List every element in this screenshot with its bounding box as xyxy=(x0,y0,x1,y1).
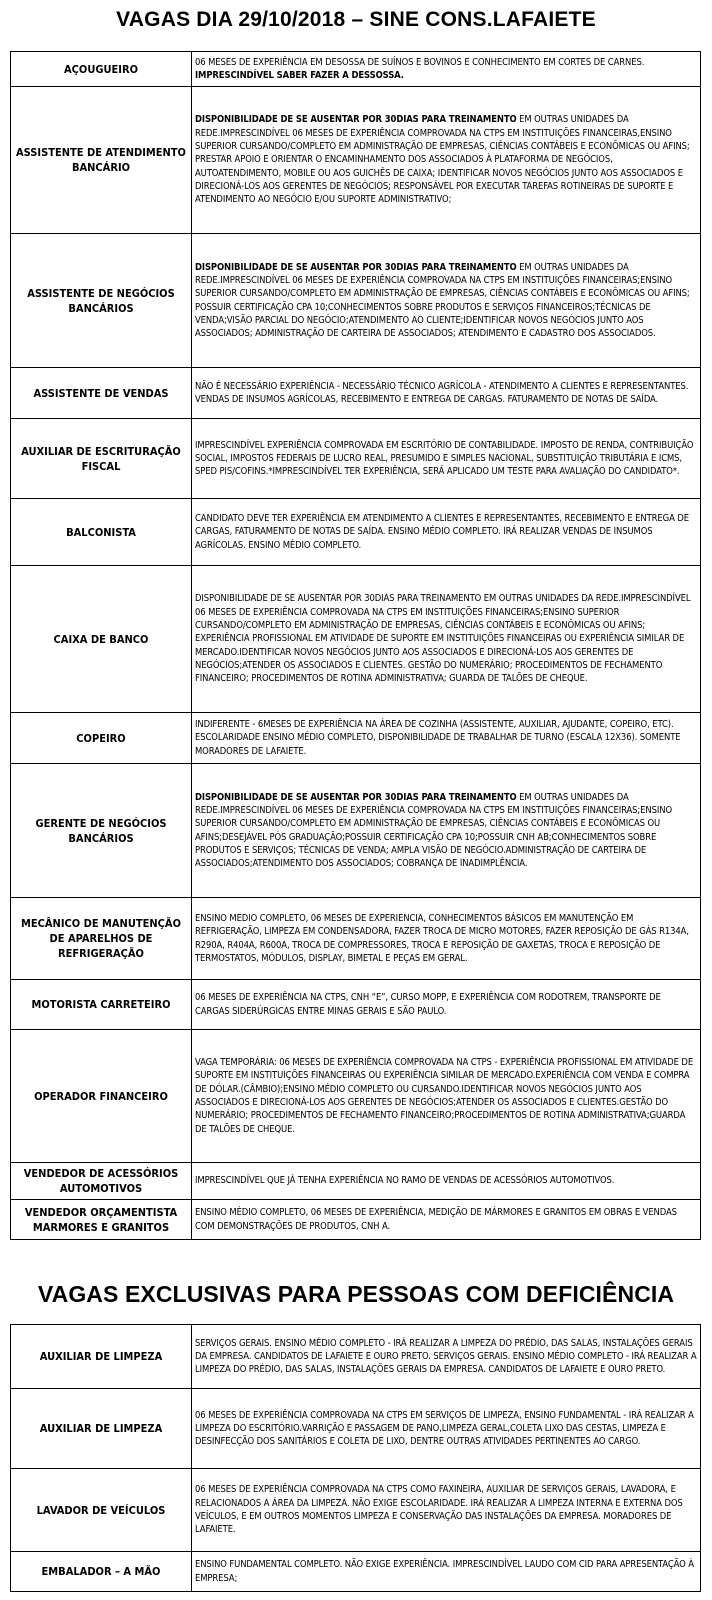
job-description: INDIFERENTE - 6MESES DE EXPERIÊNCIA NA ÁREA DE COZINHA (ASSISTENTE, AUXILIAR, AJUDANTE, COPEIRO, ETC). ESCOLARIDADE ENSINO MÉDIO COMPLETO, DISPONIBILIDADE DE TRABALHAR DE TURNO (ESCALA 12X36). SOMENTE MORADORES DE LAFAIETE. xyxy=(192,713,701,764)
table-row xyxy=(11,499,701,566)
job-title: AUXILIAR DE LIMPEZA xyxy=(11,1325,192,1389)
job-title: MOTORISTA CARRETEIRO xyxy=(11,980,192,1030)
job-title: AUXILIAR DE ESCRITURAÇÃO FISCAL xyxy=(11,419,192,499)
pcd-section-title: VAGAS EXCLUSIVAS PARA PESSOAS COM DEFICIÊNCIA xyxy=(37,1281,675,1307)
job-title: GERENTE DE NEGÓCIOS BANCÁRIOS xyxy=(11,764,192,898)
job-title: AUXILIAR DE LIMPEZA xyxy=(11,1389,192,1469)
job-title: VENDEDOR DE ACESSÓRIOS AUTOMOTIVOS xyxy=(11,1163,192,1200)
job-title: LAVADOR DE VEÍCULOS xyxy=(11,1469,192,1552)
job-description: VAGA TEMPORÁRIA: 06 MESES DE EXPERIÊNCIA COMPROVADA NA CTPS - EXPERIÊNCIA PROFISSIONAL EM ATIVIDADE DE SUPORTE EM INSTITUIÇÕES FINANCEIRAS OU EXPERIÊNCIA SIMILAR DE MERCADO.EXPERIÊNCIA COM VENDA E COMPRA DE DÓLAR.(CÂMBIO);ENSINO MÉDIO COMPLETO OU CURSANDO.IDENTIFICAR NOVOS NEGÓCIOS JUNTO AOS ASSOCIADOS E DIRECIONÁ-LOS AOS GERENTES DE NEGÓCIOS;ATENDER OS ASSOCIADOS E CLIENTES.GESTÃO DO NUMERÁRIO; PROCEDIMENTOS DE FECHAMENTO FINANCEIRO;PROCEDIMENTOS DE ROTINA ADMINISTRATIVA;GUARDA DE TALÕES DE CHEQUE. xyxy=(192,1030,701,1163)
table-row xyxy=(11,1200,701,1240)
job-description: 06 MESES DE EXPERIÊNCIA EM DESOSSA DE SUÍNOS E BOVINOS E CONHECIMENTO EM CORTES DE CARNES. IMPRESCINDÍVEL SABER FAZER A DESSOSSA. xyxy=(192,52,701,87)
pcd-jobs-table xyxy=(10,1324,701,1592)
table-row xyxy=(11,234,701,368)
table-row xyxy=(11,898,701,980)
job-description: DISPONIBILIDADE DE SE AUSENTAR POR 30DIAS PARA TREINAMENTO EM OUTRAS UNIDADES DA REDE.IMPRESCINDÍVEL 06 MESES DE EXPERIÊNCIA COMPROVADA NA CTPS EM INSTITUIÇÕES FINANCEIRAS;ENSINO SUPERIOR CURSANDO/COMPLETO EM ADMINISTRAÇÃO DE EMPRESAS, CIÊNCIAS CONTÁBEIS E ECONÔMICAS OU AFINS; POSSUIR CERTIFICAÇÃO CPA 10;CONHECIMENTOS SOBRE PRODUTOS E SERVIÇOS FINANCEIROS;TÉCNICAS DE VENDA;VISÃO PARCIAL DO NEGÓCIO;ATENDIMENTO AO CLIENTE;IDENTIFICAR NOVOS NEGÓCIOS JUNTO AOS ASSOCIADOS; ADMINISTRAÇÃO DE CARTEIRA DE ASSOCIADOS; ATENDIMENTO E CADASTRO DOS ASSOCIADOS. xyxy=(192,234,701,368)
table-row xyxy=(11,1389,701,1469)
table-row xyxy=(11,1163,701,1200)
job-title: VENDEDOR ORÇAMENTISTA MARMORES E GRANITOS xyxy=(11,1200,192,1240)
table-row xyxy=(11,566,701,713)
table-row xyxy=(11,419,701,499)
job-description: SERVIÇOS GERAIS. ENSINO MÉDIO COMPLETO - IRÁ REALIZAR A LIMPEZA DO PRÉDIO, DAS SALAS, INSTALAÇÕES GERAIS DA EMPRESA. CANDIDATOS DE LAFAIETE E OURO PRETO. SERVIÇOS GERAIS. ENSINO MÉDIO COMPLETO - IRÁ REALIZAR A LIMPEZA DO PRÉDIO, DAS SALAS, INSTALAÇÕES GERAIS DA EMPRESA. CANDIDATOS DE LAFAIETE E OURO PRETO. xyxy=(192,1325,701,1389)
job-description: DISPONIBILIDADE DE SE AUSENTAR POR 30DIAS PARA TREINAMENTO EM OUTRAS UNIDADES DA REDE.IMPRESCINDÍVEL 06 MESES DE EXPERIÊNCIA COMPROVADA NA CTPS EM INSTITUIÇÕES FINANCEIRAS;ENSINO SUPERIOR CURSANDO/COMPLETO EM ADMINISTRAÇÃO DE EMPRESAS, CIÊNCIAS CONTÁBEIS E ECONÔMICAS OU AFINS;DESEJÁVEL PÓS GRADUAÇÃO;POSSUIR CERTIFICAÇÃO CPA 10;POSSUIR CNH AB;CONHECIMENTOS SOBRE PRODUTOS E SERVIÇOS; TÉCNICAS DE VENDA; AMPLA VISÃO DE NEGÓCIO.ADMINISTRAÇÃO DE CARTEIRA DE ASSOCIADOS;ATENDIMENTO DOS ASSOCIADOS; COBRANÇA DE INADIMPLÊNCIA. xyxy=(192,764,701,898)
job-description: 06 MESES DE EXPERIÊNCIA COMPROVADA NA CTPS COMO FAXINEIRA, AUXILIAR DE SERVIÇOS GERAIS, LAVADORA, E RELACIONADOS A ÁREA DA LIMPEZA. NÃO EXIGE ESCOLARIDADE. IRÁ REALIZAR A LIMPEZA INTERNA E EXTERNA DOS VEÍCULOS, E EM OUTROS MOMENTOS LIMPEZA E CONSERVAÇÃO DAS INSTALAÇÕES DA EMPRESA. MORADORES DE LAFAIETE. xyxy=(192,1469,701,1552)
table-row xyxy=(11,713,701,764)
job-title: OPERADOR FINANCEIRO xyxy=(11,1030,192,1163)
table-row xyxy=(11,1469,701,1552)
job-description: 06 MESES DE EXPERIÊNCIA COMPROVADA NA CTPS EM SERVIÇOS DE LIMPEZA, ENSINO FUNDAMENTAL - IRÁ REALIZAR A LIMPEZA DO ESCRITÓRIO.VARRIÇÃO E PASSAGEM DE PANO,LIMPEZA GERAL,COLETA LIXO DAS CESTAS, LIMPEZA E DESINFECÇÃO DOS SANITÁRIOS E COLETA DE LIXO, DENTRE OUTRAS ATIVIDADES PERTINENTES AO CARGO. xyxy=(192,1389,701,1469)
job-description: 06 MESES DE EXPERIÊNCIA NA CTPS, CNH “E”, CURSO MOPP, E EXPERIÊNCIA COM RODOTREM, TRANSPORTE DE CARGAS SIDERÚRGICAS ENTRE MINAS GERAIS E SÃO PAULO. xyxy=(192,980,701,1030)
job-title: ASSISTENTE DE NEGÓCIOS BANCÁRIOS xyxy=(11,234,192,368)
job-title: EMBALADOR – A MÃO xyxy=(11,1552,192,1592)
table-row xyxy=(11,764,701,898)
job-description: ENSINO MEDIO COMPLETO, 06 MESES DE EXPERIENCIA, CONHECIMENTOS BÁSICOS EM MANUTENÇÃO EM REFRIGERAÇÃO, LIMPEZA EM CONDENSADORA, FAZER TROCA DE MICRO MOTORES, FAZER REPOSIÇÃO DE GÁS R134A, R290A, R404A, R600A, TROCA DE COMPRESSORES, TROCA E REPOSIÇÃO DE GAXETAS, TROCA E REPOSIÇÃO DE TERMOSTATOS, MÓDULOS, DISPLAY, BIMETAL E PEÇAS EM GERAL. xyxy=(192,898,701,980)
job-title: MECÂNICO DE MANUTENÇÃO DE APARELHOS DE REFRIGERAÇÃO xyxy=(11,898,192,980)
job-description: DISPONIBILIDADE DE SE AUSENTAR POR 30DIAS PARA TREINAMENTO EM OUTRAS UNIDADES DA REDE.IMPRESCINDÍVEL 06 MESES DE EXPERIÊNCIA COMPROVADA NA CTPS EM INSTITUIÇÕES FINANCEIRAS;ENSINO SUPERIOR CURSANDO/COMPLETO EM ADMINISTRAÇÃO DE EMPRESAS, CIÊNCIAS CONTÁBEIS E ECONÔMICAS OU AFINS; EXPERIÊNCIA PROFISSIONAL EM ATIVIDADE DE SUPORTE EM INSTITUIÇÕES FINANCEIRAS OU EXPERIÊNCIA SIMILAR DE MERCADO.IDENTIFICAR NOVOS NEGÓCIOS JUNTO AOS ASSOCIADOS E DIRECIONÁ-LOS AOS GERENTES DE NEGÓCIOS;ATENDER OS ASSOCIADOS E CLIENTES. GESTÃO DO NUMERÁRIO; PROCEDIMENTOS DE FECHAMENTO FINANCEIRO; PROCEDIMENTOS DE ROTINA ADMINISTRATIVA; GUARDA DE TALÕES DE CHEQUE. xyxy=(192,566,701,713)
table-row xyxy=(11,1030,701,1163)
job-title: AÇOUGUEIRO xyxy=(11,52,192,87)
job-description: DISPONIBILIDADE DE SE AUSENTAR POR 30DIAS PARA TREINAMENTO EM OUTRAS UNIDADES DA REDE.IMPRESCINDÍVEL 06 MESES DE EXPERIÊNCIA COMPROVADA NA CTPS EM INSTITUIÇÕES FINANCEIRAS,ENSINO SUPERIOR CURSANDO/COMPLETO EM ADMINISTRAÇÃO DE EMPRESAS, CIÊNCIAS CONTÁBEIS E ECONÔMICAS OU AFINS; PRESTAR APOIO E ORIENTAR O ENCAMINHAMENTO DOS ASSOCIADOS À PLATAFORMA DE NEGÓCIOS, AUTOATENDIMENTO, MOBILE OU AOS GUICHÊS DE CAIXA; IDENTIFICAR NOVOS NEGÓCIOS JUNTO AOS ASSOCIADOS E DIRECIONÁ-LOS AOS GERENTES DE NEGÓCIOS; RESPONSÁVEL POR EXECUTAR TAREFAS ROTINEIRAS DE SUPORTE E ATENDIMENTO AO NEGÓCIO E/OU SUPORTE ADMINISTRATIVO; xyxy=(192,87,701,234)
job-title: ASSISTENTE DE VENDAS xyxy=(11,368,192,419)
job-description: ENSINO FUNDAMENTAL COMPLETO. NÃO EXIGE EXPERIÊNCIA. IMPRESCINDÍVEL LAUDO COM CID PARA APRESENTAÇÃO À EMPRESA; xyxy=(192,1552,701,1592)
job-description: ENSINO MÉDIO COMPLETO, 06 MESES DE EXPERIÊNCIA, MEDIÇÃO DE MÁRMORES E GRANITOS EM OBRAS E VENDAS COM DEMONSTRAÇÕES DE PRODUTOS, CNH A. xyxy=(192,1200,701,1240)
table-row xyxy=(11,1325,701,1389)
table-row xyxy=(11,1552,701,1592)
job-description: NÃO É NECESSÁRIO EXPERIÊNCIA - NECESSÁRIO TÉCNICO AGRÍCOLA - ATENDIMENTO A CLIENTES E REPRESENTANTES. VENDAS DE INSUMOS AGRÍCOLAS, RECEBIMENTO E ENTREGA DE CARGAS. FATURAMENTO DE NOTAS DE SAÍDA. xyxy=(192,368,701,419)
jobs-table xyxy=(10,51,701,1240)
table-row xyxy=(11,87,701,234)
job-title: COPEIRO xyxy=(11,713,192,764)
job-title: BALCONISTA xyxy=(11,499,192,566)
job-description: IMPRESCINDÍVEL EXPERIÊNCIA COMPROVADA EM ESCRITÓRIO DE CONTABILIDADE. IMPOSTO DE RENDA, CONTRIBUIÇÃO SOCIAL, IMPOSTOS FEDERAIS DE LUCRO REAL, PRESUMIDO E SIMPLES NACIONAL, SUBSTITUIÇÃO TRIBUTÁRIA E ICMS, SPED PIS/COFINS.*IMPRESCINDÍVEL TER EXPERIÊNCIA, SERÁ APLICADO UM TESTE PARA AVALIAÇÃO DO CANDIDATO*. xyxy=(192,419,701,499)
page-title: VAGAS DIA 29/10/2018 – SINE CONS.LAFAIETE xyxy=(116,8,596,31)
job-title: CAIXA DE BANCO xyxy=(11,566,192,713)
table-row xyxy=(11,52,701,87)
job-description: IMPRESCINDÍVEL QUE JÁ TENHA EXPERIÊNCIA NO RAMO DE VENDAS DE ACESSÓRIOS AUTOMOTIVOS. xyxy=(192,1163,701,1200)
job-title: ASSISTENTE DE ATENDIMENTO BANCÁRIO xyxy=(11,87,192,234)
job-description: CANDIDATO DEVE TER EXPERIÊNCIA EM ATENDIMENTO A CLIENTES E REPRESENTANTES, RECEBIMENTO E ENTREGA DE CARGAS, FATURAMENTO DE NOTAS DE SAÍDA. ENSINO MÉDIO COMPLETO. IRÁ REALIZAR VENDAS DE INSUMOS AGRÍCOLAS. ENSINO MÉDIO COMPLETO. xyxy=(192,499,701,566)
table-row xyxy=(11,368,701,419)
table-row xyxy=(11,980,701,1030)
